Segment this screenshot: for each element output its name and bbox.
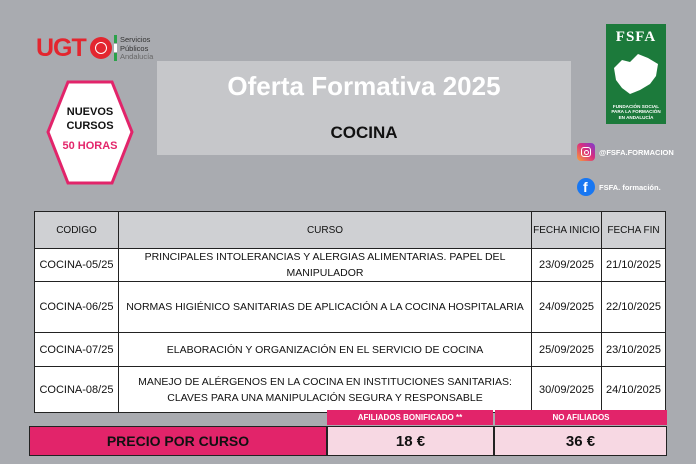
fsfa-line-3: EN ANDALUCÍA [618, 114, 654, 120]
andalucia-map-icon [610, 50, 662, 98]
facebook-link[interactable] [577, 178, 661, 196]
ugt-sector-text [120, 36, 153, 62]
fsfa-logo-text: FSFA [615, 29, 657, 45]
header-end-date: FECHA FIN [601, 212, 665, 249]
table-row [35, 282, 666, 333]
end-date: 21/10/2025 [601, 249, 665, 282]
badge-line-3: 50 HORAS [62, 140, 118, 152]
course-code: COCINA-05/25 [35, 249, 119, 282]
new-courses-badge [46, 80, 134, 185]
course-name: MANEJO DE ALÉRGENOS EN LA COCINA EN INSTITUCIONES SANITARIAS: CLAVES PARA UNA MANIPULACIÓN SEGURA Y RESPONSABLE [118, 367, 531, 413]
courses-table [34, 211, 666, 413]
course-code: COCINA-06/25 [35, 282, 119, 333]
fsfa-logo [606, 24, 666, 124]
ugt-line-2: Públicos [120, 43, 149, 53]
facebook-handle: FSFA. formación. [599, 182, 661, 192]
start-date: 30/09/2025 [532, 367, 602, 413]
fsfa-line-2: PARA LA FORMACIÓN [611, 109, 661, 115]
hexagon-shape [46, 80, 134, 185]
table-header-row [35, 212, 666, 249]
end-date: 24/10/2025 [601, 367, 665, 413]
price-label: PRECIO POR CURSO [29, 426, 327, 456]
fsfa-line-1: FUNDACIÓN SOCIAL [612, 104, 660, 109]
non-affiliated-price-header: NO AFILIADOS [495, 410, 667, 425]
badge-line-2: CURSOS [66, 120, 114, 132]
table-row [35, 367, 666, 413]
table-row [35, 249, 666, 282]
course-name: ELABORACIÓN Y ORGANIZACIÓN EN EL SERVICIO DE COCINA [118, 333, 531, 367]
page-subtitle: COCINA [330, 123, 398, 142]
course-code: COCINA-08/25 [35, 367, 119, 413]
instagram-icon [577, 143, 595, 161]
badge-line-1: NUEVOS [66, 106, 114, 118]
fsfa-full-name [607, 104, 665, 120]
affiliated-price-header: AFILIADOS BONIFICADO ** [327, 410, 493, 425]
ugt-line-1: Servicios [120, 35, 151, 44]
course-name: NORMAS HIGIÉNICO SANITARIAS DE APLICACIÓN A LA COCINA HOSPITALARIA [118, 282, 531, 333]
instagram-link[interactable] [577, 143, 674, 161]
course-name: PRINCIPALES INTOLERANCIAS Y ALERGIAS ALIMENTARIAS. PAPEL DEL MANIPULADOR [118, 249, 531, 282]
ugt-emblem-icon [90, 37, 112, 59]
title-banner [157, 61, 571, 155]
non-affiliated-price-value: 36 € [494, 426, 667, 456]
end-date: 23/10/2025 [601, 333, 665, 367]
start-date: 25/09/2025 [532, 333, 602, 367]
ugt-logo-text: UGT [36, 34, 86, 62]
facebook-icon: f [577, 178, 595, 196]
start-date: 23/09/2025 [532, 249, 602, 282]
header-code: CODIGO [35, 212, 119, 249]
start-date: 24/09/2025 [532, 282, 602, 333]
end-date: 22/10/2025 [601, 282, 665, 333]
ugt-logo [36, 34, 156, 66]
ugt-line-3: Andalucía [120, 52, 154, 61]
course-code: COCINA-07/25 [35, 333, 119, 367]
header-start-date: FECHA INICIO [532, 212, 602, 249]
table-row [35, 333, 666, 367]
affiliated-price-value: 18 € [327, 426, 494, 456]
page-title: Oferta Formativa 2025 [227, 71, 501, 101]
instagram-handle: @FSFA.FORMACION [599, 147, 674, 157]
andalucia-flag-icon [114, 35, 117, 62]
header-course: CURSO [118, 212, 531, 249]
